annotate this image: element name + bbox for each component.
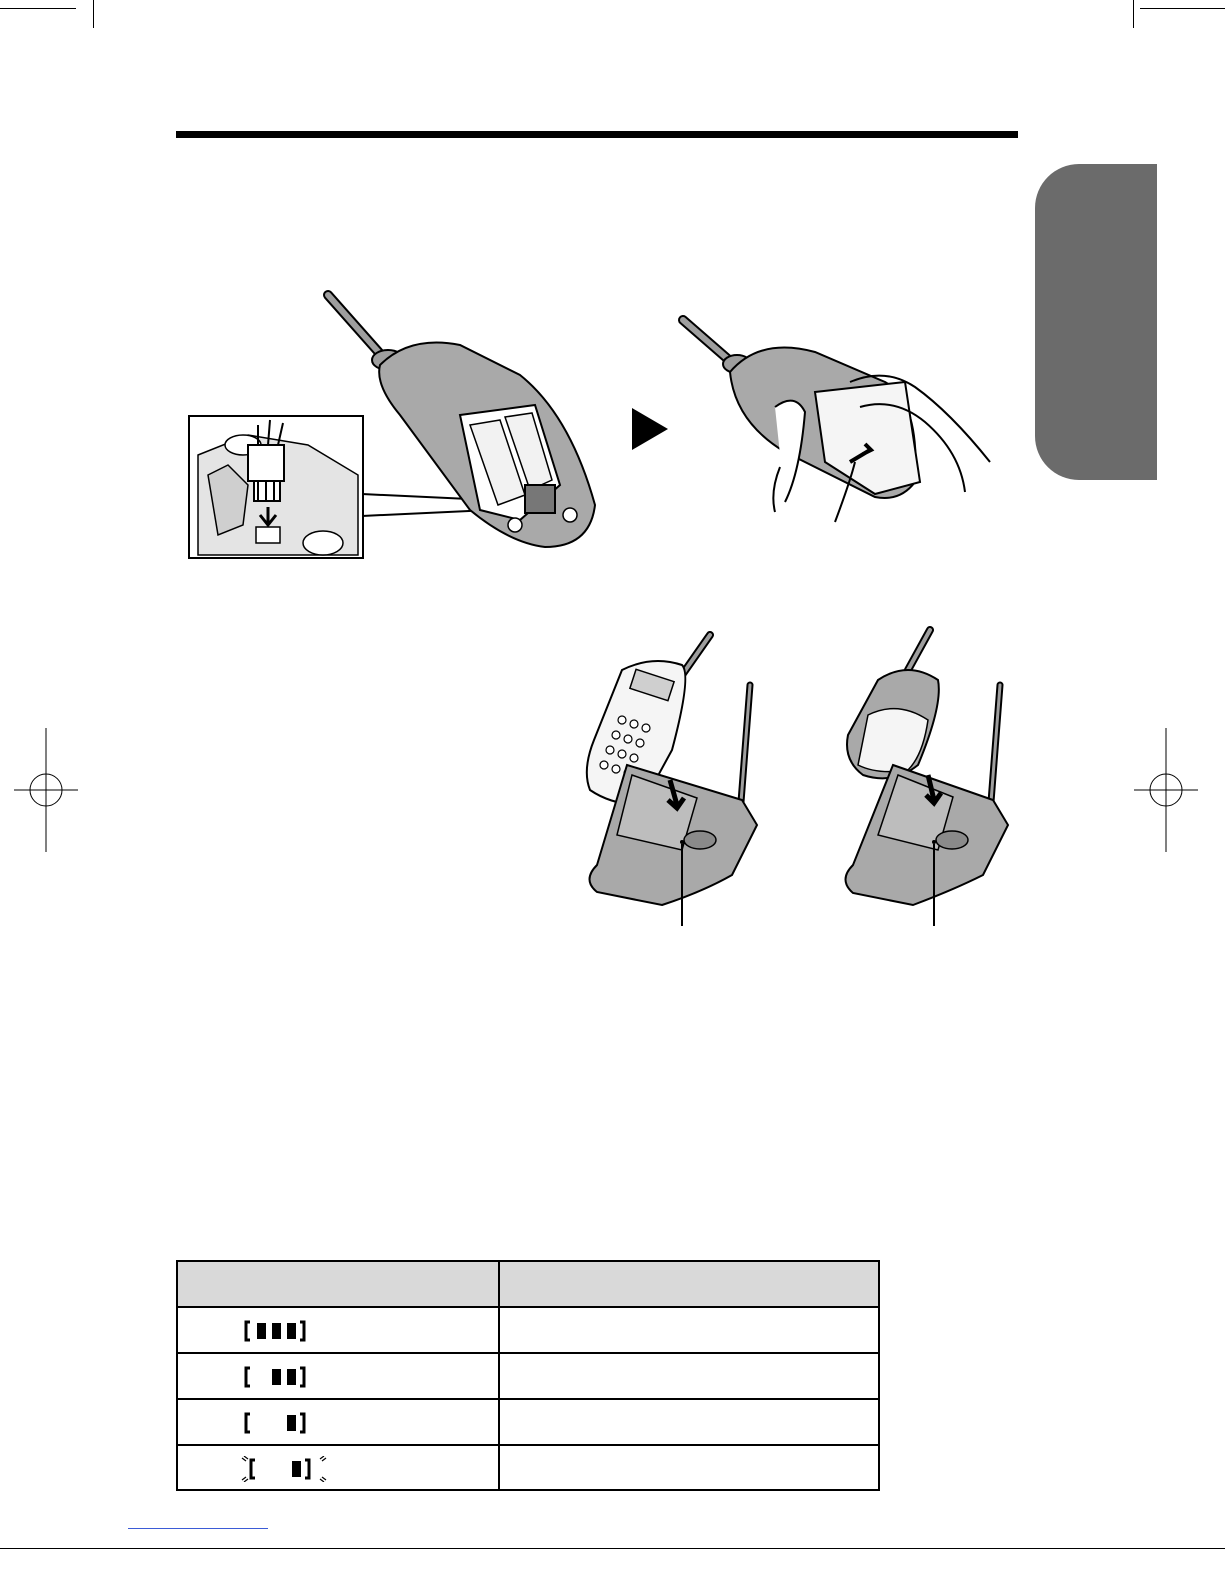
section-tab [1035,164,1157,480]
battery-strength-table [176,1260,880,1491]
table-row [178,1308,878,1354]
crop-mark-top-left-v [93,0,94,28]
play-arrow-icon [632,408,670,450]
registration-mark-left [14,728,78,852]
crop-mark-top-right-h [1140,8,1225,9]
battery-low-icon [240,1410,330,1436]
table-row [178,1446,878,1492]
table-row [178,1354,878,1400]
registration-mark-right [1134,728,1198,852]
handset-on-base-illustration-back [838,625,1018,930]
crop-mark-top-right-v [1133,0,1134,28]
crop-mark-top-left-h [0,8,76,9]
page-bottom-rule [0,1548,1225,1549]
battery-full-icon [240,1318,330,1344]
handset-on-base-illustration [582,630,762,930]
table-header-row [178,1262,878,1308]
bottom-link-underline [128,1528,268,1529]
battery-medium-icon [240,1364,330,1390]
table-row [178,1400,878,1446]
title-rule [176,131,1018,138]
battery-low-blinking-icon [234,1456,334,1482]
handset-open-illustration [320,285,620,555]
battery-cover-illustration [675,312,995,547]
